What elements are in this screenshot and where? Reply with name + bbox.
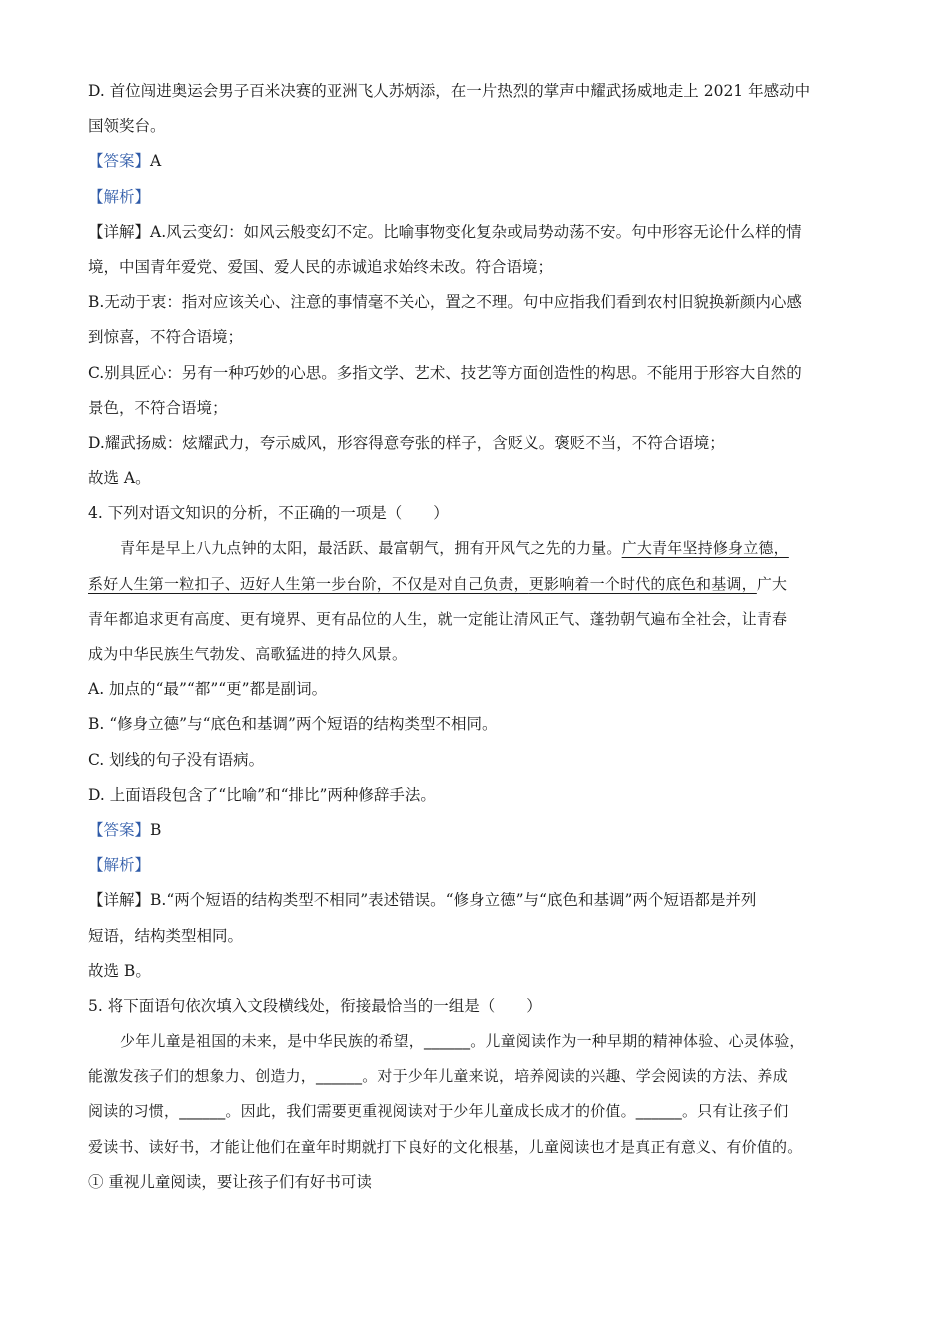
underlined-sentence: 广大青年坚持修身立德，	[621, 539, 789, 558]
question-4-title	[88, 496, 862, 531]
text-line: 【详解】B.“两个短语的结构类型不相同”表述错误。“修身立德”与“底色和基调”两个短语都是并列	[88, 891, 757, 910]
text-line: 故选 A。	[88, 469, 151, 488]
passage-line: 成为中华民族生气勃发、高歌猛进的持久风景。	[88, 645, 408, 663]
passage-line: 爱读书、读好书，才能让他们在童年时期就打下良好的文化根基，儿童阅读也才是真正有意义、有价值的。	[88, 1137, 803, 1156]
document-page	[88, 74, 862, 1200]
text-run: 活跃、最富朝气，拥有开风气之先的力量。	[332, 539, 622, 558]
passage-line: 阅读的习惯，______。因此，我们需要更重视阅读对于少年儿童成长成才的价值。______。只有让孩子们	[88, 1102, 789, 1121]
passage-line	[88, 602, 862, 637]
text-line: 到惊喜，不符合语境；	[88, 328, 244, 347]
passage-line	[88, 531, 862, 566]
text-line: 国领奖台。	[88, 117, 166, 136]
dotted-char: 更	[529, 567, 544, 602]
text-run: 的一组是（ ）	[417, 996, 542, 1015]
passage-line: 能激发孩子们的想象力、创造力，______。对于少年儿童来说，培养阅读的兴趣、学会阅读的方法、养成	[88, 1067, 788, 1086]
option-line: ① 重视儿童阅读，要让孩子们有好书可读	[88, 1172, 372, 1191]
dotted-char: 最	[318, 531, 333, 566]
answer-value: A	[150, 152, 162, 171]
option-d-line	[88, 74, 862, 109]
dotted-char: 正	[294, 496, 310, 531]
text-line: 【详解】A.风云变幻：如风云般变幻不定。比喻事物变化复杂或局势动荡不安。句中形容无论什么样的情	[88, 222, 802, 241]
text-line: 短语，结构类型相同。	[88, 926, 244, 945]
dotted-char: 都	[118, 602, 133, 637]
text-line: 景色，不符合语境；	[88, 398, 228, 417]
text-run: 青年	[88, 609, 119, 628]
text-run: 的一项是（ ）	[324, 504, 449, 523]
option-line: B. “修身立德”与“底色和基调”两个短语的结构类型不相同。	[88, 715, 498, 734]
answer-value: B	[150, 820, 162, 839]
analysis-tag: 【解析】	[88, 187, 151, 206]
text-line: B.无动于衷：指对应该关心、注意的事情毫不关心，置之不理。句中应指我们看到农村旧貌换新颜内心感	[88, 293, 802, 312]
dotted-char: 扬	[621, 74, 637, 109]
passage-line: 少年儿童是祖国的未来，是中华民族的希望，______。儿童阅读作为一种早期的精神体验、心灵体验，	[120, 1032, 805, 1051]
text-run: 青年是早上八九点钟的太阳，	[120, 539, 318, 558]
text-run: 广大	[756, 574, 788, 593]
text-run: D. 首位闯进奥运会男子百米决赛的亚洲飞人苏炳添，在一片热烈的掌声中	[88, 82, 591, 100]
passage-line	[88, 567, 862, 602]
option-line: C. 划线的句子没有语病。	[88, 750, 265, 769]
text-line: 境，中国青年爱党、爱国、爱人民的赤诚追求始终未改。符合语境；	[88, 257, 554, 276]
answer-tag: 【答案】	[88, 820, 151, 839]
answer-line	[88, 813, 862, 848]
analysis-tag: 【解析】	[88, 856, 151, 875]
dotted-char: 当	[402, 989, 418, 1024]
underlined-sentence: 系好人生第一粒扣子、迈好人生第一步台阶，不仅是对自己负责，	[88, 574, 529, 593]
option-line: D. 上面语段包含了“比喻”和“排比”两种修辞手法。	[88, 785, 436, 804]
answer-tag: 【答案】	[88, 152, 151, 171]
dotted-char: 威	[637, 74, 653, 109]
text-run: 4. 下列对语文知识的分析，	[88, 504, 279, 523]
dotted-char: 武	[606, 74, 622, 109]
text-line: C.别具匠心：另有一种巧妙的心思。多指文学、艺术、技艺等方面创造性的构思。不能用于形容大自然的	[88, 363, 802, 382]
dotted-char: 耀	[590, 74, 606, 109]
text-run: 地走上 2021 年感动中	[652, 82, 811, 100]
underlined-sentence: 影响着一个时代的底色和基调，	[544, 574, 757, 593]
dotted-char: 确	[309, 496, 325, 531]
text-line: 故选 B。	[88, 961, 151, 980]
text-run: 追求更有高度、更有境界、更有品位的人生，就一定能让清风正气、蓬勃朝气遍布全社会，让青春	[133, 609, 788, 628]
dotted-char: 不	[278, 496, 294, 531]
text-line: D.耀武扬威：炫耀武力，夸示威风，形容得意夸张的样子，含贬义。褒贬不当，不符合语境；	[88, 433, 725, 452]
analysis-line	[88, 848, 862, 883]
dotted-char: 恰	[387, 989, 403, 1024]
text-run: 5. 将下面语句依次填入文段横线处，衔接	[88, 996, 372, 1015]
answer-line	[88, 144, 862, 179]
question-5-title	[88, 989, 862, 1024]
analysis-line	[88, 180, 862, 215]
dotted-char: 最	[371, 989, 387, 1024]
option-line: A. 加点的“最”“都”“更”都是副词。	[88, 680, 328, 699]
